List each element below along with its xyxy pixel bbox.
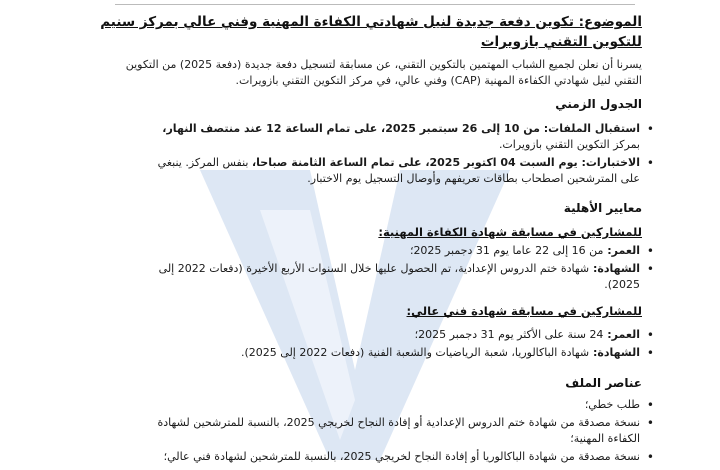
list-item: • الشهادة: شهادة الباكالوريا، شعبة الرياضيات والشعبة الفنية (دفعات 2022 إلى 2025). bbox=[144, 345, 654, 361]
schedule-heading: الجدول الزمني bbox=[555, 97, 642, 111]
subject-title: الموضوع: تكوين دفعة جديدة لنيل شهادتي الكفاءة المهنية وفني عالي بمركز سنيم للتكوين التقني بازويرات bbox=[100, 14, 642, 50]
eligibility-heading: معايير الأهلية bbox=[563, 201, 642, 215]
list-item: • نسخة مصدقة من شهادة الباكالوريا أو إفادة النجاح لخريجي 2025، بالنسبة للمترشحين لشهادة فني عالي؛ bbox=[144, 449, 654, 465]
cap-list bbox=[144, 243, 654, 295]
list-item: • نسخة مصدقة من شهادة ختم الدروس الإعدادية أو إفادة النجاح لخريجي 2025، بالنسبة للمترشحين لشهادة الكفاءة المهنية؛ bbox=[144, 415, 654, 447]
intro-paragraph: يسرنا أن نعلن لجميع الشباب المهتمين بالتكوين التقني، عن مسابقة لتسجيل دفعة جديدة (دفعة 2025) من التكوين التقني لنيل شهادتي الكفاءة المهنية (CAP) وفني عالي، في مركز التكوين التقني بازويرات. bbox=[125, 58, 642, 87]
bts-list bbox=[144, 327, 654, 363]
list-item: • طلب خطي؛ bbox=[144, 397, 654, 413]
list-item: • العمر: 24 سنة على الأكثر يوم 31 دجمبر 2025؛ bbox=[144, 327, 654, 343]
file-list bbox=[144, 397, 654, 467]
schedule-list bbox=[144, 121, 654, 189]
list-item: • العمر: من 16 إلى 22 عاما يوم 31 دجمبر 2025؛ bbox=[144, 243, 654, 259]
file-heading: عناصر الملف bbox=[565, 376, 642, 390]
top-divider bbox=[115, 4, 635, 5]
list-item: • استقبال الملفات: من 10 إلى 26 سبتمبر 2025، على تمام الساعة 12 عند منتصف النهار، بمركز التكوين التقني بازويرات. bbox=[144, 121, 654, 153]
list-item: • الشهادة: شهادة ختم الدروس الإعدادية، تم الحصول عليها خلال السنوات الأربع الأخيرة (دفعات 2022 إلى 2025). bbox=[144, 261, 654, 293]
cap-heading: للمشاركين في مسابقة شهادة الكفاءة المهنية: bbox=[378, 225, 642, 239]
bts-heading: للمشاركين في مسابقة شهادة فني عالي: bbox=[406, 304, 642, 318]
list-item: • الاختبارات: يوم السبت 04 اكتوبر 2025، على تمام الساعة الثامنة صباحا، بنفس المركز. ينبغي على المترشحين اصطحاب بطاقات تعريفهم وأوصال التسجيل يوم الاختبار. bbox=[144, 155, 654, 187]
